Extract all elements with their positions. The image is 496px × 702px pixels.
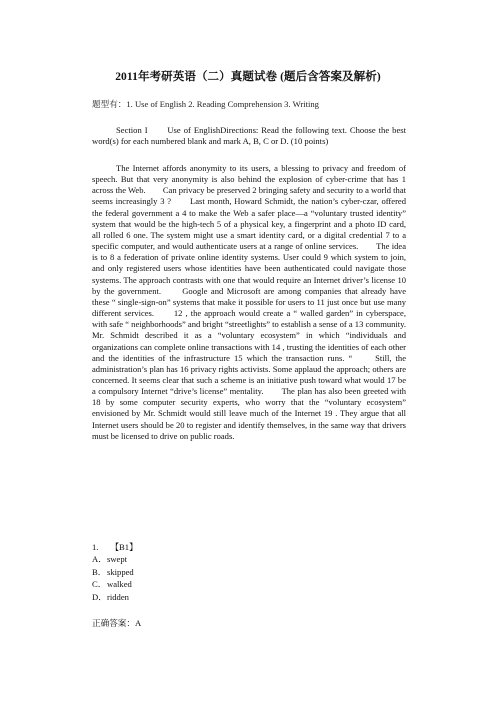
option-letter: C． (92, 579, 107, 590)
option-text: swept (107, 554, 128, 565)
section-header: Section I Use of EnglishDirections: Read the following text. Choose the best word(s) for each numbered blank and mark A, B, C or D. (10 points) (92, 125, 406, 147)
question-block (92, 541, 138, 603)
correct-answer: 正确答案：A (92, 618, 142, 628)
option-letter: B． (92, 566, 107, 577)
question-tag: 【B1】 (110, 542, 138, 552)
option-text: walked (107, 579, 132, 590)
option-text: ridden (107, 591, 129, 602)
question-header (92, 541, 138, 553)
option-letter: A． (92, 554, 107, 565)
option-c (92, 578, 138, 590)
question-number: 1. (92, 542, 99, 552)
option-b (92, 566, 138, 578)
option-letter: D． (92, 591, 107, 602)
reading-passage: The Internet affords anonymity to its users, a blessing to privacy and freedom of speech. But that very anonymity is also behind the explosion of cyber-crime that has 1 across the Web. Can privacy be preserved 2 bringing safety and security to a world that seems increasingly 3 ? Last month, Howard Schmidt, the nation’s cyber-czar, offered the federal government a 4 to make the Web a safer place—a “voluntary trusted identity” system that would be the high-tech 5 of a physical key, a fingerprint and a photo ID card, all rolled 6 one. The system might use a smart identity card, or a digital credential 7 to a specific computer, and would authenticate users at a range of online services. The idea is to 8 a federation of private online identity systems. User could 9 which system to join, and only registered users whose identities have been authenticated could navigate those systems. The approach contrasts with one that would require an Internet driver’s license 10 by the government. Google and Microsoft are among companies that already have these “ single-sign-on” systems that make it possible for users to 11 just once but use many different services. 12 , the approach would create a “ walled garden” in cyberspace, with safe “ neighborhoods” and bright “streetlights” to establish a sense of a 13 community. Mr. Schmidt described it as a “voluntary ecosystem” in which “individuals and organizations can complete online transactions with 14 , trusting the identities of each other and the identities of the infrastructure 15 which the transaction runs. “ Still, the administration’s plan has 16 privacy rights activists. Some applaud the approach; others are concerned. It seems clear that such a scheme is an initiative push toward what would 17 be a compulsory Internet “drive’s license” mentality. The plan has also been greeted with 18 by some computer security experts, who worry that the “voluntary ecosystem” envisioned by Mr. Schmidt would still leave much of the Internet 19 . They argue that all Internet users should be 20 to register and identify themselves, in the same way that drivers must be licensed to drive on public roads. (92, 163, 424, 441)
question-types-line: 题型有：1. Use of English 2. Reading Comprehension 3. Writing (92, 99, 319, 109)
option-d (92, 591, 138, 603)
document-title: 2011年考研英语（二）真题试卷 (题后含答案及解析) (115, 71, 381, 83)
option-a (92, 553, 138, 565)
option-text: skipped (107, 566, 134, 577)
